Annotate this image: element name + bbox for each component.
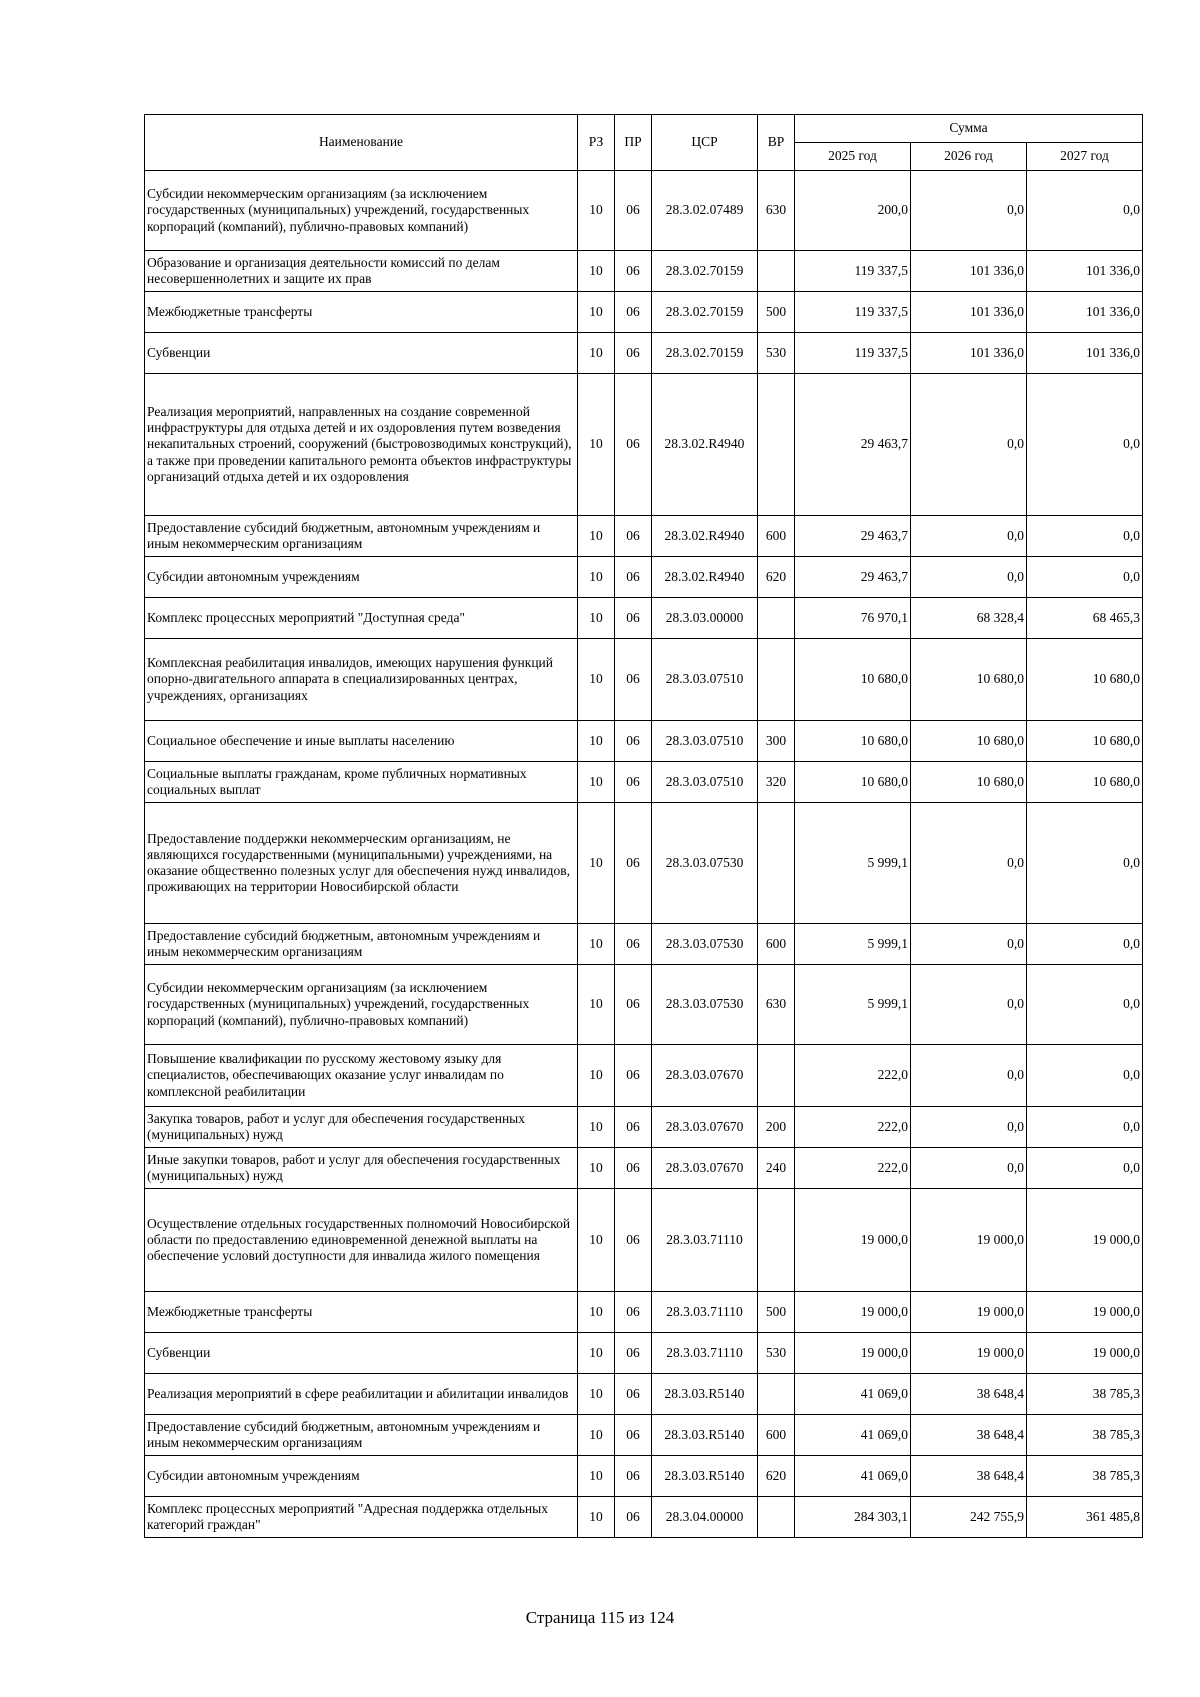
cell-y2025: 10 680,0 [795,639,911,721]
cell-y2027: 101 336,0 [1027,333,1143,374]
cell-csr: 28.3.03.07510 [652,639,758,721]
cell-name: Предоставление субсидий бюджетным, автономным учреждениям и иным некоммерческим организациям [145,924,578,965]
table-row [145,598,1143,639]
cell-rz: 10 [578,374,615,516]
cell-vr: 530 [758,333,795,374]
table-row [145,924,1143,965]
cell-pr: 06 [615,598,652,639]
cell-csr: 28.3.03.07670 [652,1045,758,1107]
table-row [145,1189,1143,1292]
cell-y2025: 5 999,1 [795,965,911,1045]
table-row [145,557,1143,598]
cell-vr [758,251,795,292]
cell-vr [758,374,795,516]
header-name: Наименование [145,115,578,171]
cell-csr: 28.3.02.70159 [652,333,758,374]
cell-y2027: 0,0 [1027,374,1143,516]
cell-csr: 28.3.02.70159 [652,251,758,292]
cell-y2026: 0,0 [911,1045,1027,1107]
table-row [145,1045,1143,1107]
cell-vr [758,1045,795,1107]
cell-y2025: 29 463,7 [795,516,911,557]
cell-pr: 06 [615,1189,652,1292]
cell-vr: 600 [758,924,795,965]
header-csr: ЦСР [652,115,758,171]
cell-rz: 10 [578,1045,615,1107]
cell-rz: 10 [578,1333,615,1374]
cell-pr: 06 [615,1415,652,1456]
cell-vr: 530 [758,1333,795,1374]
table-row [145,965,1143,1045]
table-row [145,1415,1143,1456]
cell-y2026: 101 336,0 [911,333,1027,374]
page-number: Страница 115 из 124 [525,1608,675,1627]
table-row [145,333,1143,374]
cell-y2026: 0,0 [911,924,1027,965]
cell-name: Осуществление отдельных государственных полномочий Новосибирской области по предоставлению единовременной денежной выплаты на обеспечение условий доступности для инвалида жилого помещения [145,1189,578,1292]
cell-pr: 06 [615,965,652,1045]
cell-csr: 28.3.03.07510 [652,721,758,762]
cell-y2027: 38 785,3 [1027,1415,1143,1456]
cell-y2026: 0,0 [911,171,1027,251]
cell-pr: 06 [615,803,652,924]
cell-y2025: 222,0 [795,1148,911,1189]
cell-y2025: 119 337,5 [795,333,911,374]
cell-y2025: 222,0 [795,1045,911,1107]
cell-y2025: 119 337,5 [795,292,911,333]
cell-csr: 28.3.03.07510 [652,762,758,803]
cell-rz: 10 [578,1292,615,1333]
cell-rz: 10 [578,598,615,639]
cell-rz: 10 [578,721,615,762]
cell-name: Реализация мероприятий, направленных на создание современной инфраструктуры для отдыха детей и их оздоровления путем возведения некапитальных строений, сооружений (быстровозводимых конструкций), а также при проведении капитального ремонта объектов инфраструктуры организаций отдыха детей и их оздоровления [145,374,578,516]
header-2027: 2027 год [1027,143,1143,171]
cell-y2025: 222,0 [795,1107,911,1148]
table-row [145,1107,1143,1148]
cell-csr: 28.3.03.00000 [652,598,758,639]
cell-vr [758,1189,795,1292]
cell-pr: 06 [615,762,652,803]
header-2025: 2025 год [795,143,911,171]
cell-y2026: 101 336,0 [911,292,1027,333]
cell-vr [758,639,795,721]
cell-y2027: 19 000,0 [1027,1292,1143,1333]
cell-rz: 10 [578,1415,615,1456]
cell-csr: 28.3.03.07670 [652,1148,758,1189]
cell-vr [758,1374,795,1415]
cell-csr: 28.3.02.R4940 [652,374,758,516]
cell-csr: 28.3.03.R5140 [652,1456,758,1497]
cell-csr: 28.3.03.07670 [652,1107,758,1148]
cell-y2027: 68 465,3 [1027,598,1143,639]
cell-y2027: 19 000,0 [1027,1189,1143,1292]
cell-y2026: 0,0 [911,1148,1027,1189]
cell-name: Субсидии некоммерческим организациям (за исключением государственных (муниципальных) учреждений, государственных корпораций (компаний), публично-правовых компаний) [145,965,578,1045]
cell-vr: 630 [758,171,795,251]
cell-rz: 10 [578,924,615,965]
cell-csr: 28.3.02.R4940 [652,516,758,557]
cell-vr: 300 [758,721,795,762]
cell-rz: 10 [578,1148,615,1189]
cell-y2026: 0,0 [911,1107,1027,1148]
cell-y2025: 41 069,0 [795,1374,911,1415]
cell-vr: 630 [758,965,795,1045]
cell-y2027: 0,0 [1027,1148,1143,1189]
cell-name: Повышение квалификации по русскому жестовому языку для специалистов, обеспечивающих оказание услуг инвалидам по комплексной реабилитации [145,1045,578,1107]
cell-csr: 28.3.03.R5140 [652,1374,758,1415]
cell-y2027: 101 336,0 [1027,292,1143,333]
header-rz: РЗ [578,115,615,171]
table-row [145,1497,1143,1538]
cell-pr: 06 [615,1148,652,1189]
cell-y2025: 5 999,1 [795,924,911,965]
cell-y2026: 38 648,4 [911,1374,1027,1415]
cell-name: Закупка товаров, работ и услуг для обеспечения государственных (муниципальных) нужд [145,1107,578,1148]
cell-y2026: 101 336,0 [911,251,1027,292]
cell-pr: 06 [615,1333,652,1374]
cell-y2026: 38 648,4 [911,1456,1027,1497]
cell-name: Комплекс процессных мероприятий "Доступная среда" [145,598,578,639]
cell-y2027: 38 785,3 [1027,1456,1143,1497]
cell-y2027: 0,0 [1027,803,1143,924]
cell-name: Предоставление субсидий бюджетным, автономным учреждениям и иным некоммерческим организациям [145,516,578,557]
cell-y2025: 284 303,1 [795,1497,911,1538]
cell-y2025: 19 000,0 [795,1189,911,1292]
cell-y2027: 0,0 [1027,557,1143,598]
cell-name: Реализация мероприятий в сфере реабилитации и абилитации инвалидов [145,1374,578,1415]
cell-vr: 500 [758,292,795,333]
cell-rz: 10 [578,171,615,251]
cell-csr: 28.3.02.07489 [652,171,758,251]
cell-name: Субсидии автономным учреждениям [145,1456,578,1497]
cell-pr: 06 [615,1456,652,1497]
cell-csr: 28.3.03.07530 [652,965,758,1045]
budget-table [144,114,1143,1538]
cell-name: Субвенции [145,333,578,374]
cell-name: Субсидии некоммерческим организациям (за исключением государственных (муниципальных) учреждений, государственных корпораций (компаний), публично-правовых компаний) [145,171,578,251]
table-row [145,292,1143,333]
cell-pr: 06 [615,1045,652,1107]
cell-pr: 06 [615,1107,652,1148]
cell-y2026: 19 000,0 [911,1333,1027,1374]
cell-pr: 06 [615,1497,652,1538]
cell-csr: 28.3.03.07530 [652,924,758,965]
cell-name: Социальное обеспечение и иные выплаты населению [145,721,578,762]
cell-name: Комплексная реабилитация инвалидов, имеющих нарушения функций опорно-двигательного аппарата в специализированных центрах, учреждениях, организациях [145,639,578,721]
cell-y2025: 41 069,0 [795,1456,911,1497]
cell-y2025: 76 970,1 [795,598,911,639]
cell-name: Иные закупки товаров, работ и услуг для обеспечения государственных (муниципальных) нужд [145,1148,578,1189]
cell-pr: 06 [615,171,652,251]
table-row [145,171,1143,251]
table-row [145,374,1143,516]
cell-y2026: 242 755,9 [911,1497,1027,1538]
cell-y2027: 101 336,0 [1027,251,1143,292]
table-row [145,762,1143,803]
cell-y2027: 10 680,0 [1027,639,1143,721]
header-2026: 2026 год [911,143,1027,171]
cell-pr: 06 [615,1374,652,1415]
cell-rz: 10 [578,1374,615,1415]
cell-name: Межбюджетные трансферты [145,1292,578,1333]
cell-y2026: 0,0 [911,516,1027,557]
table-body [145,171,1143,1538]
table-row [145,1148,1143,1189]
cell-rz: 10 [578,333,615,374]
cell-vr: 600 [758,1415,795,1456]
cell-vr: 500 [758,1292,795,1333]
cell-rz: 10 [578,557,615,598]
cell-pr: 06 [615,333,652,374]
cell-vr [758,803,795,924]
cell-rz: 10 [578,1456,615,1497]
cell-pr: 06 [615,292,652,333]
cell-y2027: 0,0 [1027,965,1143,1045]
cell-csr: 28.3.04.00000 [652,1497,758,1538]
cell-rz: 10 [578,516,615,557]
cell-pr: 06 [615,639,652,721]
table-row [145,1333,1143,1374]
cell-name: Межбюджетные трансферты [145,292,578,333]
cell-name: Субсидии автономным учреждениям [145,557,578,598]
cell-y2025: 29 463,7 [795,557,911,598]
cell-rz: 10 [578,803,615,924]
cell-vr: 620 [758,557,795,598]
cell-rz: 10 [578,292,615,333]
cell-y2026: 10 680,0 [911,721,1027,762]
cell-y2026: 10 680,0 [911,639,1027,721]
table-row [145,1292,1143,1333]
cell-csr: 28.3.03.07530 [652,803,758,924]
cell-y2027: 38 785,3 [1027,1374,1143,1415]
header-pr: ПР [615,115,652,171]
cell-y2025: 10 680,0 [795,762,911,803]
cell-rz: 10 [578,965,615,1045]
cell-name: Предоставление субсидий бюджетным, автономным учреждениям и иным некоммерческим организациям [145,1415,578,1456]
cell-y2026: 38 648,4 [911,1415,1027,1456]
cell-y2026: 68 328,4 [911,598,1027,639]
cell-csr: 28.3.03.71110 [652,1189,758,1292]
header-vr: ВР [758,115,795,171]
cell-y2025: 10 680,0 [795,721,911,762]
cell-name: Социальные выплаты гражданам, кроме публичных нормативных социальных выплат [145,762,578,803]
table-row [145,1374,1143,1415]
cell-rz: 10 [578,762,615,803]
cell-y2027: 0,0 [1027,171,1143,251]
cell-y2027: 10 680,0 [1027,721,1143,762]
cell-pr: 06 [615,516,652,557]
cell-vr: 620 [758,1456,795,1497]
cell-y2026: 0,0 [911,374,1027,516]
table-row [145,516,1143,557]
cell-vr: 200 [758,1107,795,1148]
cell-y2025: 41 069,0 [795,1415,911,1456]
cell-vr [758,1497,795,1538]
cell-csr: 28.3.02.R4940 [652,557,758,598]
cell-y2027: 0,0 [1027,924,1143,965]
cell-csr: 28.3.02.70159 [652,292,758,333]
cell-y2026: 19 000,0 [911,1292,1027,1333]
cell-csr: 28.3.03.71110 [652,1333,758,1374]
cell-y2025: 19 000,0 [795,1292,911,1333]
cell-vr [758,598,795,639]
cell-vr: 320 [758,762,795,803]
cell-rz: 10 [578,1107,615,1148]
table-row [145,1456,1143,1497]
cell-y2027: 10 680,0 [1027,762,1143,803]
cell-name: Комплекс процессных мероприятий "Адресная поддержка отдельных категорий граждан" [145,1497,578,1538]
cell-y2025: 19 000,0 [795,1333,911,1374]
cell-pr: 06 [615,374,652,516]
cell-pr: 06 [615,1292,652,1333]
cell-y2025: 200,0 [795,171,911,251]
table-row [145,803,1143,924]
cell-y2026: 10 680,0 [911,762,1027,803]
cell-y2025: 29 463,7 [795,374,911,516]
cell-pr: 06 [615,721,652,762]
cell-rz: 10 [578,251,615,292]
cell-y2026: 0,0 [911,557,1027,598]
cell-y2025: 5 999,1 [795,803,911,924]
cell-rz: 10 [578,1189,615,1292]
cell-name: Субвенции [145,1333,578,1374]
cell-y2027: 0,0 [1027,1045,1143,1107]
cell-y2027: 0,0 [1027,516,1143,557]
cell-y2026: 0,0 [911,965,1027,1045]
cell-y2025: 119 337,5 [795,251,911,292]
cell-pr: 06 [615,924,652,965]
header-sum: Сумма [795,115,1143,143]
cell-rz: 10 [578,1497,615,1538]
cell-y2027: 19 000,0 [1027,1333,1143,1374]
cell-csr: 28.3.03.R5140 [652,1415,758,1456]
cell-vr: 240 [758,1148,795,1189]
cell-rz: 10 [578,639,615,721]
cell-csr: 28.3.03.71110 [652,1292,758,1333]
cell-y2026: 0,0 [911,803,1027,924]
cell-name: Образование и организация деятельности комиссий по делам несовершеннолетних и защите их прав [145,251,578,292]
table-row [145,721,1143,762]
cell-pr: 06 [615,251,652,292]
table-row [145,251,1143,292]
cell-name: Предоставление поддержки некоммерческим организациям, не являющихся государственными (муниципальными) учреждениями, на оказание общественно полезных услуг для обеспечения нужд инвалидов, проживающих на территории Новосибирской области [145,803,578,924]
cell-vr: 600 [758,516,795,557]
cell-y2026: 19 000,0 [911,1189,1027,1292]
table-row [145,639,1143,721]
cell-y2027: 0,0 [1027,1107,1143,1148]
cell-pr: 06 [615,557,652,598]
cell-y2027: 361 485,8 [1027,1497,1143,1538]
